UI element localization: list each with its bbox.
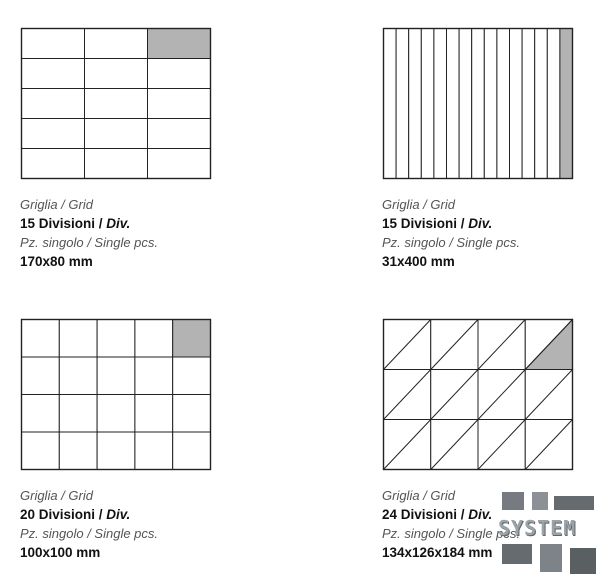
grid-division (472, 29, 485, 179)
size-label: 134x126x184 mm (382, 545, 493, 560)
grid-division (396, 29, 409, 179)
pieces-label: Pz. singolo / Single pcs. (20, 235, 159, 250)
highlighted-division (148, 29, 211, 59)
grid-division (135, 432, 173, 470)
grid-division (135, 357, 173, 395)
grid-division (497, 29, 510, 179)
grid-division (59, 432, 97, 470)
grid-division (510, 29, 523, 179)
grid-diagram-15-div-31x400 (382, 27, 574, 180)
system-watermark-logo (496, 492, 600, 579)
grid-division (22, 59, 85, 89)
divisions-title: 15 Divisioni / Div. (20, 216, 131, 231)
pieces-label: Pz. singolo / Single pcs. (382, 526, 521, 541)
grid-division (135, 320, 173, 358)
grid-division (173, 432, 211, 470)
grid-division (97, 432, 135, 470)
size-label: 100x100 mm (20, 545, 101, 560)
highlighted-division (560, 29, 573, 179)
grid-division (434, 29, 447, 179)
grid-type-label: Griglia / Grid (20, 488, 93, 503)
divisions-title: 20 Divisioni / Div. (20, 507, 131, 522)
grid-division (22, 89, 85, 119)
grid-division (173, 357, 211, 395)
grid-division (59, 395, 97, 433)
watermark-text: SYSTEM (498, 516, 577, 540)
grid-division (22, 357, 60, 395)
grid-division (409, 29, 422, 179)
grid-division (97, 395, 135, 433)
grid-type-label: Griglia / Grid (20, 197, 93, 212)
caption-block (382, 195, 600, 271)
grid-division (148, 119, 211, 149)
grid-division (59, 320, 97, 358)
grid-division (85, 149, 148, 179)
grid-type-label: Griglia / Grid (382, 197, 455, 212)
grid-division (459, 29, 472, 179)
grid-division (85, 29, 148, 59)
grid-division (22, 432, 60, 470)
highlighted-division (173, 320, 211, 358)
grid-division (421, 29, 434, 179)
grid-division (173, 395, 211, 433)
grid-division (22, 119, 85, 149)
grid-division (85, 89, 148, 119)
grid-division (97, 357, 135, 395)
grid-division (22, 29, 85, 59)
grid-division (484, 29, 497, 179)
grid-division (547, 29, 560, 179)
grid-type-label: Griglia / Grid (382, 488, 455, 503)
size-label: 31x400 mm (382, 254, 455, 269)
grid-division (384, 29, 397, 179)
grid-diagram-15-div-170x80 (20, 27, 212, 180)
pieces-label: Pz. singolo / Single pcs. (20, 526, 159, 541)
grid-division (522, 29, 535, 179)
grid-division (22, 395, 60, 433)
size-label: 170x80 mm (20, 254, 93, 269)
grid-division (22, 320, 60, 358)
grid-division (148, 89, 211, 119)
grid-division (59, 357, 97, 395)
grid-division (148, 149, 211, 179)
grid-division (135, 395, 173, 433)
grid-division (148, 59, 211, 89)
divisions-title: 24 Divisioni / Div. (382, 507, 493, 522)
grid-division (447, 29, 460, 179)
grid-division (85, 119, 148, 149)
divisions-title: 15 Divisioni / Div. (382, 216, 493, 231)
caption-block (20, 486, 250, 562)
grid-diagram-24-div-triangles (382, 318, 574, 471)
grid-diagram-20-div-100x100 (20, 318, 212, 471)
pieces-label: Pz. singolo / Single pcs. (382, 235, 521, 250)
grid-division (535, 29, 548, 179)
grid-division (97, 320, 135, 358)
grid-division (85, 59, 148, 89)
grid-division (22, 149, 85, 179)
caption-block (20, 195, 250, 271)
